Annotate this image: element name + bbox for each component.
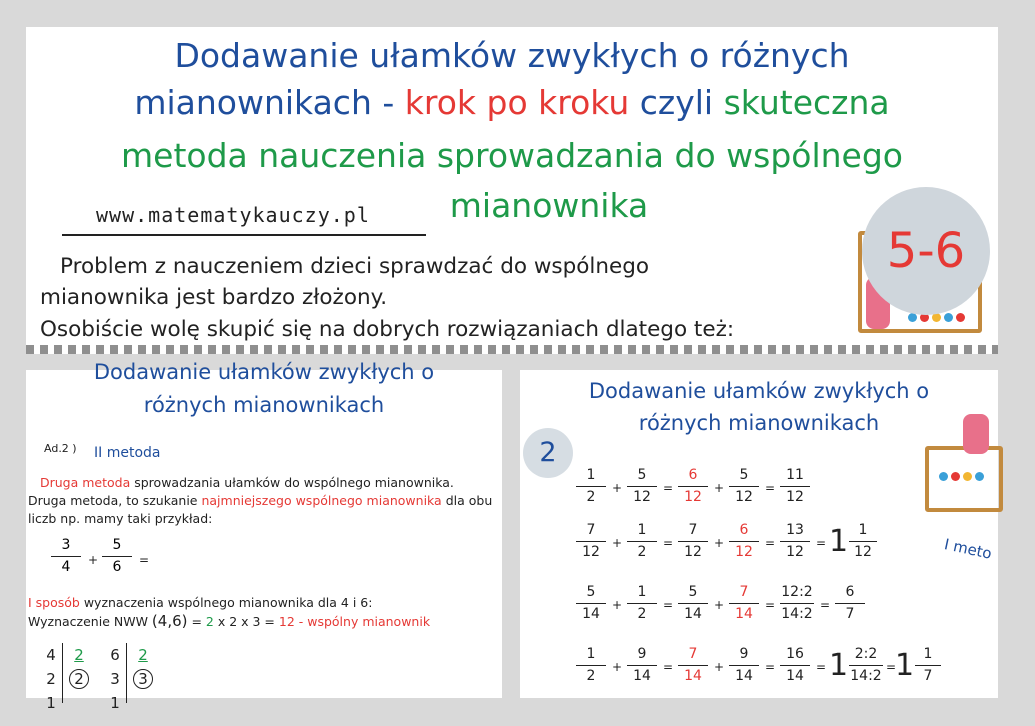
bead [939, 472, 948, 481]
fraction-bar [849, 541, 877, 542]
fraction [849, 646, 883, 685]
numerator: 16 [786, 646, 804, 662]
title-line-3: metoda nauczenia sprowadzania do wspólnego [121, 136, 903, 175]
denominator: 14:2 [850, 668, 882, 684]
text: x 2 x 3 = [213, 614, 279, 629]
fraction [849, 522, 877, 561]
numerator: 7 [586, 522, 596, 538]
fraction [729, 584, 759, 623]
left-title-2: różnych mianownikach [143, 393, 385, 417]
left-paragraph-2 [28, 492, 492, 510]
fraction [51, 537, 81, 576]
fraction-bar [780, 665, 810, 666]
title-part-red: krok po kroku [404, 83, 630, 122]
plus-sign: + [612, 598, 623, 612]
bead [944, 313, 953, 322]
fraction-bar [678, 486, 708, 487]
fraction-bar [849, 665, 883, 666]
plus-sign: + [612, 536, 623, 550]
right-title-2: różnych mianownikach [638, 411, 880, 435]
table-divider [126, 643, 127, 703]
equals-sign: = [820, 598, 831, 612]
title-part: mianownikach - [134, 83, 405, 122]
fraction-bar [780, 603, 814, 604]
equals-sign: = [765, 598, 776, 612]
left-paragraph-3: liczb np. mamy taki przykład: [28, 511, 213, 526]
bead [975, 472, 984, 481]
denominator: 12 [735, 489, 753, 505]
fraction-bar [729, 541, 759, 542]
text-green: 2 [205, 614, 214, 629]
numerator: 5 [739, 467, 749, 483]
factor-col-a [44, 643, 58, 715]
fraction [678, 467, 708, 506]
equals-sign: = [765, 481, 776, 495]
top-panel [26, 27, 998, 354]
plus-sign: + [612, 481, 623, 495]
circled-cell: 3 [133, 669, 153, 689]
denominator: 12 [786, 544, 804, 560]
fraction-bar [915, 665, 941, 666]
denominator: 14 [786, 668, 804, 684]
fraction [102, 537, 132, 576]
grade-badge: 5-6 [862, 187, 990, 315]
equals-sign: = [139, 553, 150, 567]
bead [956, 313, 965, 322]
side-method-label: I meto [942, 535, 994, 563]
fraction-bar [678, 665, 708, 666]
title-part: czyli [629, 83, 724, 122]
fraction-bar [627, 541, 657, 542]
text-red: najmniejszego wspólnego mianownika [201, 493, 442, 508]
denominator: 12 [684, 489, 702, 505]
fraction [835, 584, 865, 623]
plus-sign: + [714, 481, 725, 495]
plus-sign: + [612, 660, 623, 674]
denominator: 14 [735, 668, 753, 684]
denominator: 2 [637, 544, 647, 560]
text: Wyznaczenie NWW [28, 614, 152, 629]
fraction-bar [729, 603, 759, 604]
cell: 2 [138, 646, 148, 664]
fraction-bar [627, 603, 657, 604]
fraction [780, 467, 810, 506]
fraction-bar [780, 541, 810, 542]
ad-label: Ad.2 ) [44, 442, 77, 455]
fraction [780, 584, 814, 623]
denominator: 14 [735, 606, 753, 622]
denominator: 12 [735, 544, 753, 560]
left-title-1: Dodawanie ułamków zwykłych o [93, 360, 435, 384]
page-badge: 2 [523, 428, 573, 478]
denominator: 12 [854, 544, 872, 560]
text: Druga metoda, to szukanie [28, 493, 202, 508]
fraction-bar [678, 541, 708, 542]
numerator: 3 [61, 537, 71, 553]
fraction [576, 467, 606, 506]
denominator: 12 [786, 489, 804, 505]
nww-line [28, 612, 430, 631]
denominator: 2 [586, 489, 596, 505]
paragraph-1: Problem z nauczeniem dzieci sprawdzać do wspólnego [60, 254, 650, 279]
fraction [627, 584, 657, 623]
equals-sign: = [765, 660, 776, 674]
whole-number: 1 [829, 524, 849, 559]
table-divider [62, 643, 63, 703]
fraction-bar [678, 603, 708, 604]
fraction [729, 467, 759, 506]
numerator: 1 [637, 522, 647, 538]
paragraph-2: mianownika jest bardzo złożony. [40, 285, 388, 310]
denominator: 12 [582, 544, 600, 560]
text-red: 12 - wspólny mianownik [278, 614, 431, 629]
fraction [729, 522, 759, 561]
denominator: 14 [684, 606, 702, 622]
cell: 2 [46, 670, 56, 688]
cell: 1 [46, 694, 56, 712]
fraction-bar [627, 486, 657, 487]
equals-sign: = [663, 481, 674, 495]
numerator: 13 [786, 522, 804, 538]
factor-col-b [68, 643, 90, 691]
equals-sign: = [765, 536, 776, 550]
denominator: 14:2 [781, 606, 813, 622]
fraction [780, 522, 810, 561]
denominator: 14 [633, 668, 651, 684]
numerator: 11 [786, 467, 804, 483]
numerator: 6 [739, 522, 749, 538]
fraction [915, 646, 941, 685]
fraction [678, 522, 708, 561]
fraction [678, 646, 708, 685]
child-figure [963, 414, 989, 454]
fraction [576, 522, 606, 561]
numerator: 6 [688, 467, 698, 483]
plus-sign: + [88, 553, 99, 567]
whole-number: 1 [895, 648, 915, 683]
fraction-bar [627, 665, 657, 666]
numerator: 1 [586, 467, 596, 483]
numerator: 7 [739, 584, 749, 600]
fraction-bar [576, 665, 606, 666]
numerator: 5 [688, 584, 698, 600]
denominator: 14 [582, 606, 600, 622]
cell: 3 [110, 670, 120, 688]
text: sprowadzania ułamków do wspólnego mianownika. [130, 475, 454, 490]
bead [963, 472, 972, 481]
equals-sign: = [816, 536, 827, 550]
denominator: 6 [112, 559, 122, 575]
text: (4,6) [151, 612, 188, 630]
fraction-bar [576, 603, 606, 604]
paragraph-3: Osobiście wolę skupić się na dobrych rozwiązaniach dlatego też: [40, 317, 735, 342]
fraction-bar [102, 556, 132, 557]
numerator: 12:2 [781, 584, 813, 600]
text: = [187, 614, 206, 629]
right-title-1: Dodawanie ułamków zwykłych o [588, 379, 930, 403]
cell: 1 [110, 694, 120, 712]
denominator: 12 [633, 489, 651, 505]
numerator: 7 [688, 646, 698, 662]
denominator: 4 [61, 559, 71, 575]
numerator: 1 [858, 522, 868, 538]
fraction-bar [576, 541, 606, 542]
denominator: 7 [845, 606, 855, 622]
numerator: 6 [845, 584, 855, 600]
url-underline [62, 234, 426, 236]
numerator: 1 [923, 646, 933, 662]
fraction-bar [51, 556, 81, 557]
fraction [627, 646, 657, 685]
fraction-bar [835, 603, 865, 604]
fraction [627, 522, 657, 561]
left-paragraph-1 [40, 474, 454, 492]
equals-sign: = [886, 660, 897, 674]
numerator: 9 [739, 646, 749, 662]
fraction-bar [729, 665, 759, 666]
plus-sign: + [714, 660, 725, 674]
fraction [576, 584, 606, 623]
method-label: II metoda [94, 445, 161, 461]
denominator: 2 [637, 606, 647, 622]
numerator: 7 [688, 522, 698, 538]
denominator: 7 [923, 668, 933, 684]
numerator: 2:2 [854, 646, 878, 662]
site-url[interactable]: www.matematykauczy.pl [96, 203, 370, 227]
title-part-green: skuteczna [723, 83, 890, 122]
bead [951, 472, 960, 481]
abacus-illustration [925, 410, 998, 510]
numerator: 1 [586, 646, 596, 662]
equals-sign: = [663, 536, 674, 550]
method-1-line [28, 594, 372, 612]
title-line-2 [26, 80, 998, 125]
plus-sign: + [714, 598, 725, 612]
fraction [729, 646, 759, 685]
fraction [627, 467, 657, 506]
equals-sign: = [663, 660, 674, 674]
factor-col-d [132, 643, 154, 691]
cell: 4 [46, 646, 56, 664]
denominator: 12 [684, 544, 702, 560]
fraction [678, 584, 708, 623]
cell: 2 [74, 646, 84, 664]
factor-col-c [108, 643, 122, 715]
circled-cell: 2 [69, 669, 89, 689]
equals-sign: = [663, 598, 674, 612]
text-red: I sposób [28, 595, 80, 610]
text: dla obu [441, 493, 493, 508]
numerator: 5 [637, 467, 647, 483]
text-red: Druga metoda [40, 475, 131, 490]
left-panel [26, 360, 502, 712]
numerator: 5 [586, 584, 596, 600]
numerator: 1 [637, 584, 647, 600]
equals-sign: = [816, 660, 827, 674]
fraction-bar [780, 486, 810, 487]
cell: 6 [110, 646, 120, 664]
denominator: 14 [684, 668, 702, 684]
text: wyznaczenia wspólnego mianownika dla 4 i 6: [79, 595, 373, 610]
bead [908, 313, 917, 322]
fraction-bar [729, 486, 759, 487]
cut-text-strip [26, 345, 998, 354]
fraction [780, 646, 810, 685]
title-line-4: mianownika [449, 186, 649, 225]
fraction-bar [576, 486, 606, 487]
fraction [576, 646, 606, 685]
numerator: 5 [112, 537, 122, 553]
right-panel [520, 370, 998, 698]
title-line-1: Dodawanie ułamków zwykłych o różnych [174, 36, 850, 75]
denominator: 2 [586, 668, 596, 684]
whole-number: 1 [829, 648, 849, 683]
plus-sign: + [714, 536, 725, 550]
numerator: 9 [637, 646, 647, 662]
